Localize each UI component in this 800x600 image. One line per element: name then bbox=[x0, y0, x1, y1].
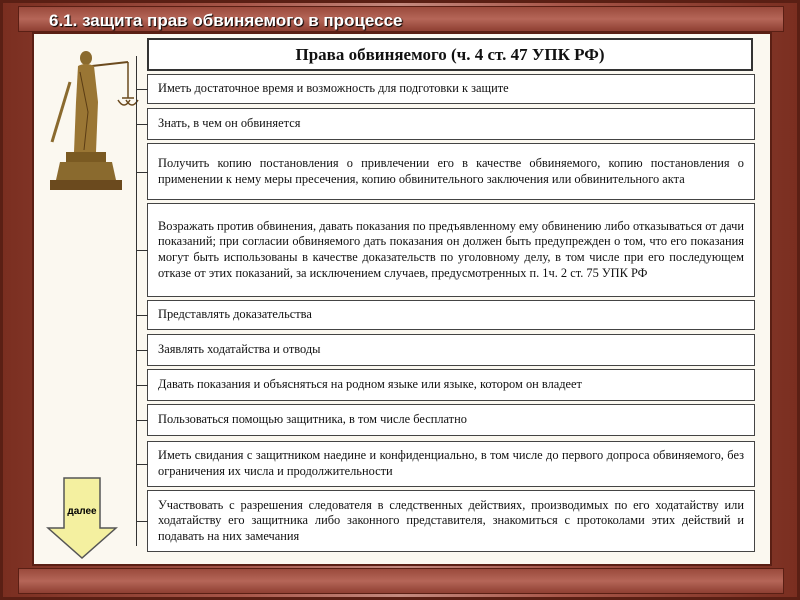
themis-statue-icon bbox=[40, 42, 144, 202]
right-item bbox=[147, 300, 755, 330]
slide-title: 6.1. защита прав обвиняемого в процессе bbox=[49, 11, 403, 30]
connector-tick bbox=[136, 464, 148, 465]
connector-tick bbox=[136, 89, 148, 90]
right-item bbox=[147, 404, 755, 436]
right-item-text: Знать, в чем он обвиняется bbox=[158, 116, 301, 131]
title-bar bbox=[18, 6, 784, 32]
connector-tick bbox=[136, 385, 148, 386]
table-heading: Права обвиняемого (ч. 4 ст. 47 УПК РФ) bbox=[147, 38, 753, 71]
next-button[interactable] bbox=[46, 476, 118, 560]
connector-tick bbox=[136, 315, 148, 316]
right-item-text: Иметь свидания с защитником наедине и конфиденциально, в том числе до первого допроса обвиняемого, без ограничения их числа и продолжительности bbox=[158, 448, 744, 478]
right-item bbox=[147, 203, 755, 297]
right-item bbox=[147, 441, 755, 487]
right-item bbox=[147, 369, 755, 401]
right-item-text: Получить копию постановления о привлечении его в качестве обвиняемого, копию постановления о применении к нему меры пресечения, копию обвинительного заключения или обвинительного акта bbox=[158, 155, 744, 186]
connector-tick bbox=[136, 172, 148, 173]
connector-line bbox=[136, 56, 147, 546]
next-button-label: далее bbox=[67, 506, 97, 517]
right-item bbox=[147, 108, 755, 140]
connector-tick bbox=[136, 521, 148, 522]
right-item-text: Давать показания и объясняться на родном языке или языке, котором он владеет bbox=[158, 377, 582, 392]
connector-tick bbox=[136, 350, 148, 351]
connector-tick bbox=[136, 124, 148, 125]
right-item-text: Представлять доказательства bbox=[158, 307, 312, 322]
right-item-text: Иметь достаточное время и возможность для подготовки к защите bbox=[158, 81, 509, 96]
connector-tick bbox=[136, 420, 148, 421]
right-item bbox=[147, 490, 755, 552]
right-item-text: Возражать против обвинения, давать показания по предъявленному ему обвинению либо отказываться от дачи показаний; при согласии обвиняемого дать показания он должен быть предупрежден о том, что его показания могут быть использованы в качестве доказательств по уголовному делу, в том числе при его последующем отказе от этих показаний, за исключением случаев, предусмотренных п. 1ч. 2 ст. 75 УПК РФ bbox=[158, 218, 744, 280]
right-item bbox=[147, 74, 755, 104]
connector-tick bbox=[136, 250, 148, 251]
bottom-bar bbox=[18, 568, 784, 594]
right-item-text: Участвовать с разрешения следователя в следственных действиях, производимых по его ходатайству или ходатайству его защитника либо законного представителя, знакомиться с протоколами этих действий и подавать на них замечания bbox=[158, 497, 744, 543]
right-item bbox=[147, 143, 755, 200]
right-item bbox=[147, 334, 755, 366]
right-item-text: Пользоваться помощью защитника, в том числе бесплатно bbox=[158, 412, 467, 427]
down-arrow-icon bbox=[46, 476, 118, 560]
right-item-text: Заявлять ходатайства и отводы bbox=[158, 342, 321, 357]
